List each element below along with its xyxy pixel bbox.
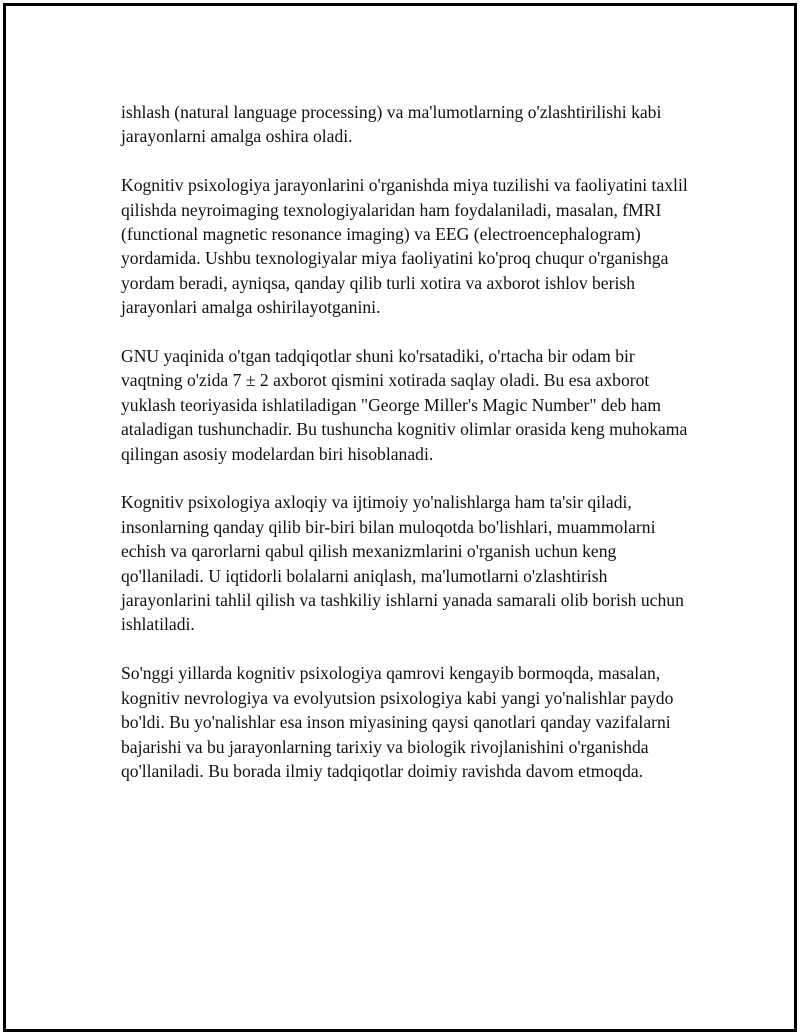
document-body [121,100,696,783]
paragraph-recent-directions: So'nggi yillarda kognitiv psixologiya qamrovi kengayib bormoqda, masalan, kognitiv nevrologiya va evolyutsion psixologiya kabi yangi yo'nalishlar paydo bo'ldi. Bu yo'nalishlar esa inson miyasining qaysi qanotlari qanday vazifalarni bajarishi va bu jarayonlarning tarixiy va biologik rivojlanishini o'rganishda qo'llaniladi. Bu borada ilmiy tadqiqotlar doimiy ravishda davom etmoqda. [121,663,674,781]
page-frame [3,3,797,1032]
paragraph-social-applications: Kognitiv psixologiya axloqiy va ijtimoiy yo'nalishlarga ham ta'sir qiladi, insonlarning qanday qilib bir-biri bilan muloqotda bo'lishlari, muammolarni echish va qarorlarni qabul qilish mexanizmlarini o'rganish uchun keng qo'llaniladi. U iqtidorli bolalarni aniqlash, ma'lumotlarni o'zlashtirish jarayonlarini tahlil qilish va tashkiliy ishlarni yanada samarali olib borish uchun ishlatiladi. [121,492,684,635]
paragraph-neuroimaging: Kognitiv psixologiya jarayonlarini o'rganishda miya tuzilishi va faoliyatini taxlil qilishda neyroimaging texnologiyalaridan ham foydalaniladi, masalan, fMRI (functional magnetic resonance imaging) va EEG (electroencephalogram) yordamida. Ushbu texnologiyalar miya faoliyatini ko'proq chuqur o'rganishga yordam beradi, ayniqsa, qanday qilib turli xotira va axborot ishlov berish jarayonlari amalga oshirilayotganini. [121,175,688,318]
paragraph-nlp-continuation: ishlash (natural language processing) va ma'lumotlarning o'zlashtirilishi kabi jarayonlarni amalga oshira oladi. [121,102,662,147]
paragraph-magic-number: GNU yaqinida o'tgan tadqiqotlar shuni ko'rsatadiki, o'rtacha bir odam bir vaqtning o'zida 7 ± 2 axborot qismini xotirada saqlay oladi. Bu esa axborot yuklash teoriyasida ishlatiladigan "George Miller's Magic Number" deb ham ataladigan tushunchadir. Bu tushuncha kognitiv olimlar orasida keng muhokama qilingan asosiy modelardan biri hisoblanadi. [121,346,688,464]
